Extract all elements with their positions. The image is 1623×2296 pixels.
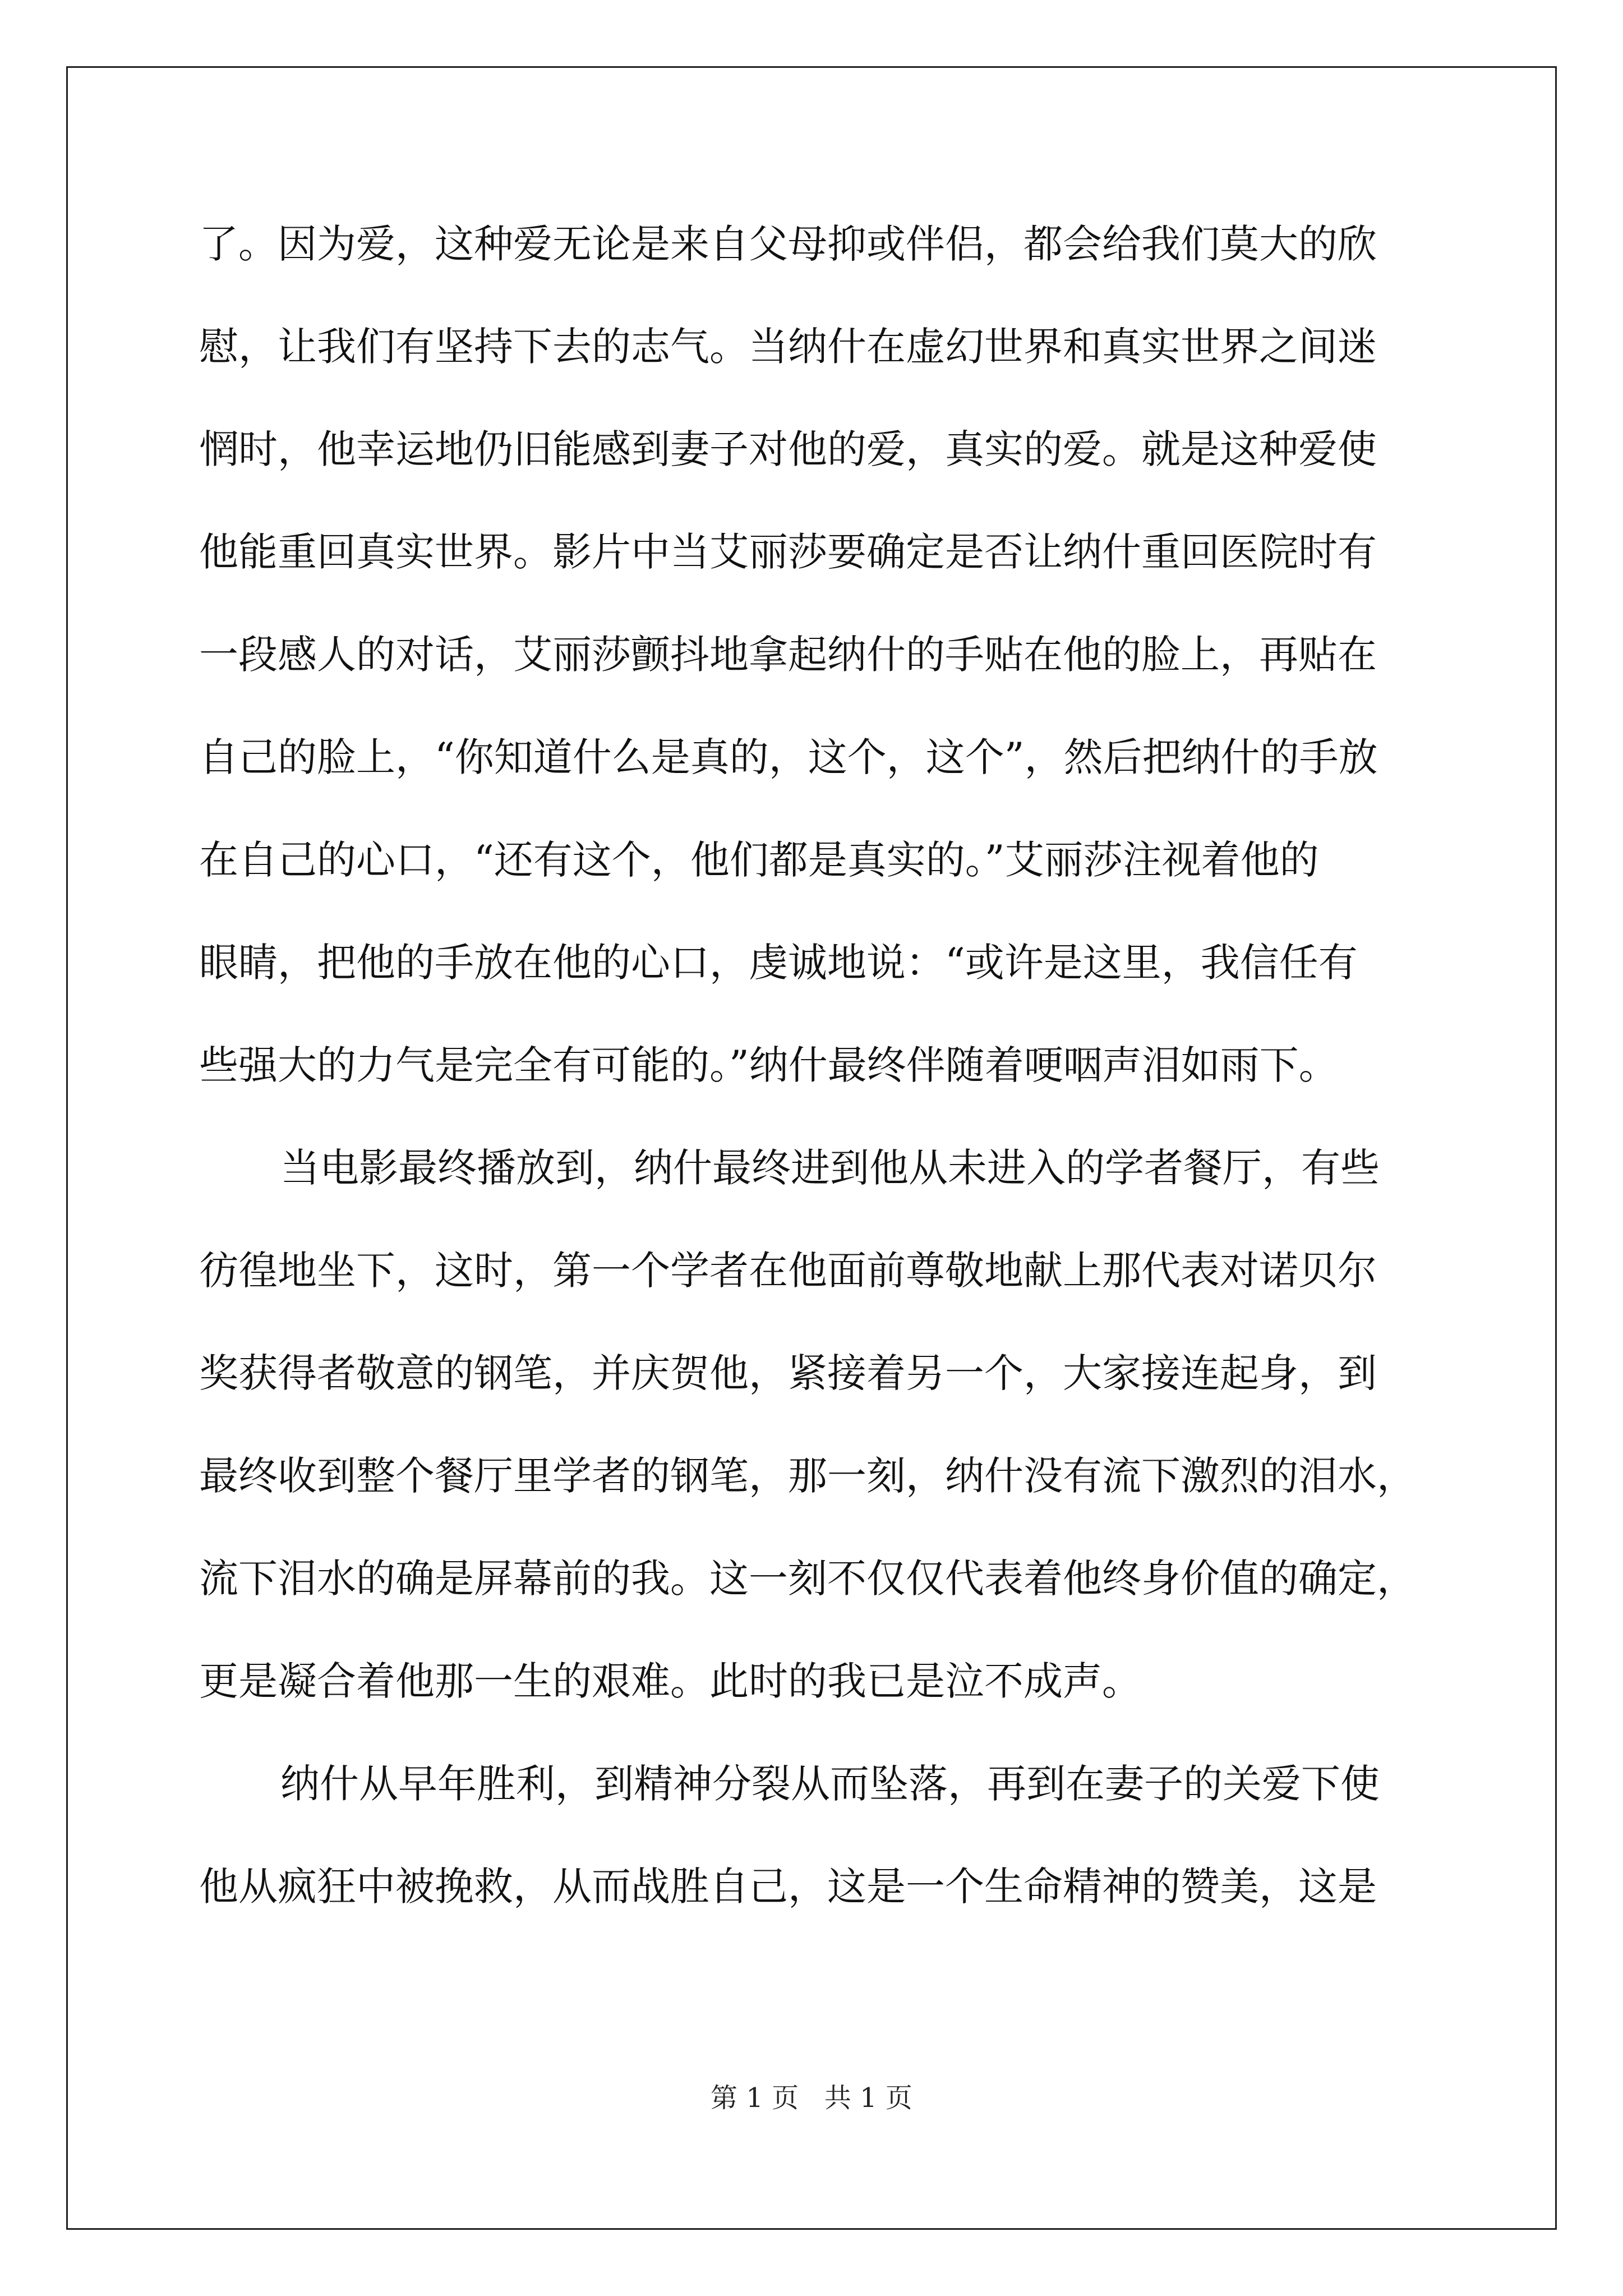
text-line: 些强大的力气是完全有可能的。”纳什最终伴随着哽咽声泪如雨下。 — [199, 1042, 1338, 1088]
text-line: 最终收到整个餐厅里学者的钢笔，那一刻，纳什没有流下激烈的泪水， — [199, 1453, 1416, 1499]
text-line: 他能重回真实世界。影片中当艾丽莎要确定是否让纳什重回医院时有 — [199, 529, 1377, 575]
text-line: 他从疯狂中被挽救，从而战胜自己，这是一个生命精神的赞美，这是 — [199, 1864, 1377, 1910]
text-line: 惘时，他幸运地仍旧能感到妻子对他的爱，真实的爱。就是这种爱使 — [199, 426, 1377, 472]
text-line: 奖获得者敬意的钢笔，并庆贺他，紧接着另一个，大家接连起身，到 — [199, 1350, 1377, 1396]
paragraph-first-line: 纳什从早年胜利，到精神分裂从而坠落，再到在妻子的关爱下使 — [280, 1761, 1380, 1807]
text-line: 流下泪水的确是屏幕前的我。这一刻不仅仅代表着他终身价值的确定， — [199, 1556, 1416, 1602]
text-line: 了。因为爱，这种爱无论是来自父母抑或伴侣，都会给我们莫大的欣 — [199, 221, 1377, 267]
paragraph-first-line: 当电影最终播放到，纳什最终进到他从未进入的学者餐厅，有些 — [280, 1145, 1380, 1191]
page-footer: 第 1 页 共 1 页 — [711, 2082, 912, 2114]
text-line: 在自己的心口，“还有这个，他们都是真实的。”艾丽莎注视着他的 — [199, 837, 1319, 883]
text-line: 眼睛，把他的手放在他的心口，虔诚地说：“或许是这里，我信任有 — [199, 940, 1358, 986]
text-line: 自己的脸上，“你知道什么是真的，这个，这个”，然后把纳什的手放 — [199, 734, 1378, 780]
text-line: 彷徨地坐下，这时，第一个学者在他面前尊敬地献上那代表对诺贝尔 — [199, 1248, 1377, 1294]
text-line: 更是凝合着他那一生的艰难。此时的我已是泣不成声。 — [199, 1658, 1141, 1704]
text-line: 一段感人的对话，艾丽莎颤抖地拿起纳什的手贴在他的脸上，再贴在 — [199, 632, 1377, 678]
text-line: 慰，让我们有坚持下去的志气。当纳什在虚幻世界和真实世界之间迷 — [199, 324, 1377, 370]
